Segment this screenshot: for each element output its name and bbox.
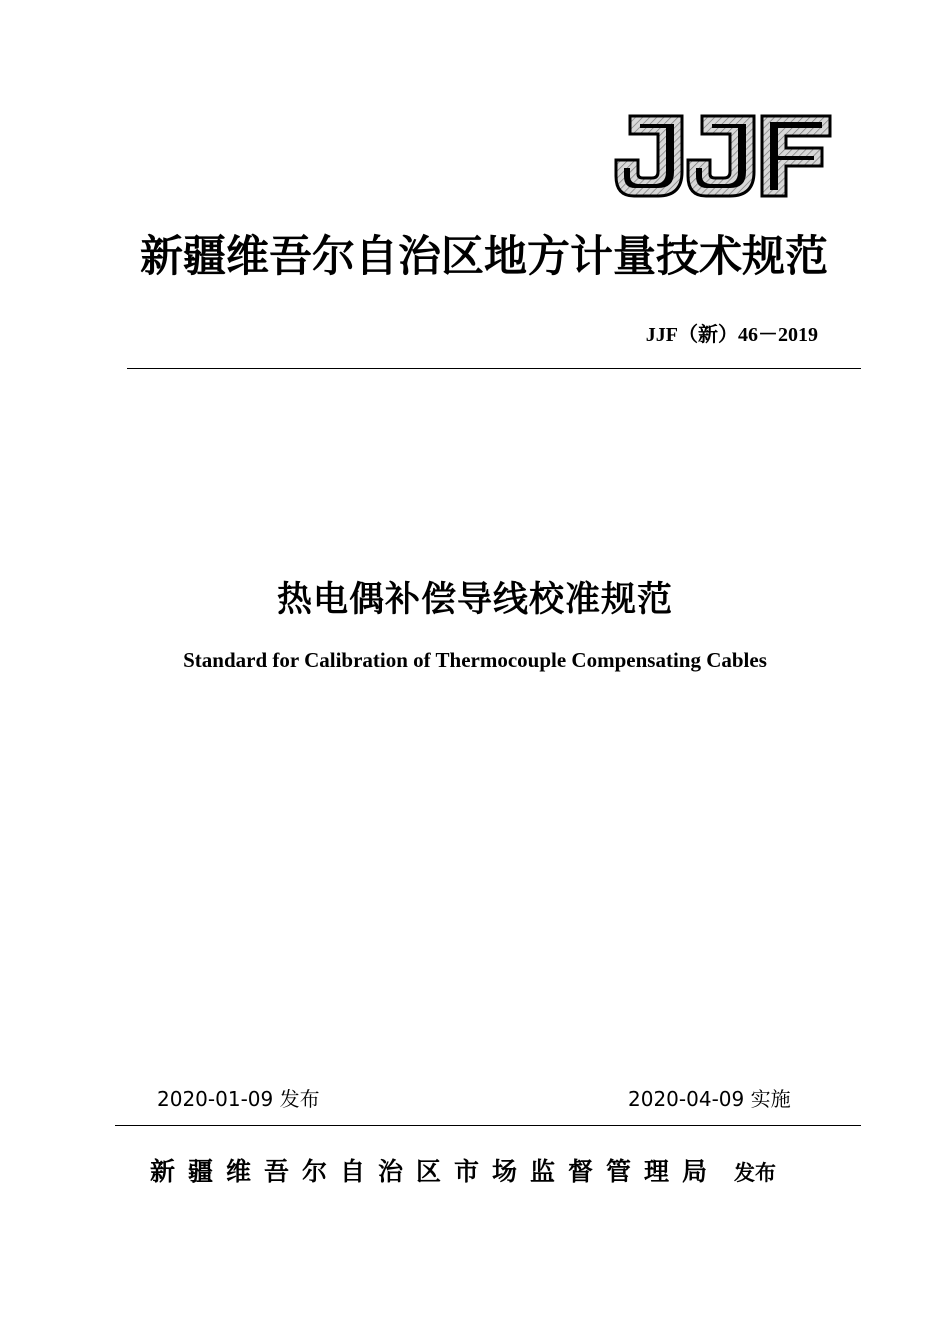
issue-date: 2020-01-09 发布: [157, 1087, 320, 1111]
document-title-english: Standard for Calibration of Thermocouple Compensating Cables: [183, 648, 767, 672]
publisher-suffix: 发布: [734, 1161, 777, 1185]
document-title: 热电偶补偿导线校准规范: [276, 580, 673, 620]
publisher-name: 新疆维吾尔自治区市场监督管理局: [150, 1157, 721, 1186]
series-title: 新疆维吾尔自治区地方计量技术规范: [140, 232, 828, 282]
top-divider: [127, 368, 861, 369]
standard-code: JJF（新）46－2019: [645, 324, 818, 346]
bottom-divider: [115, 1125, 861, 1126]
implementation-date: 2020-04-09 实施: [628, 1087, 791, 1111]
jjf-logo-icon: [612, 112, 834, 200]
publisher: [150, 1152, 776, 1188]
